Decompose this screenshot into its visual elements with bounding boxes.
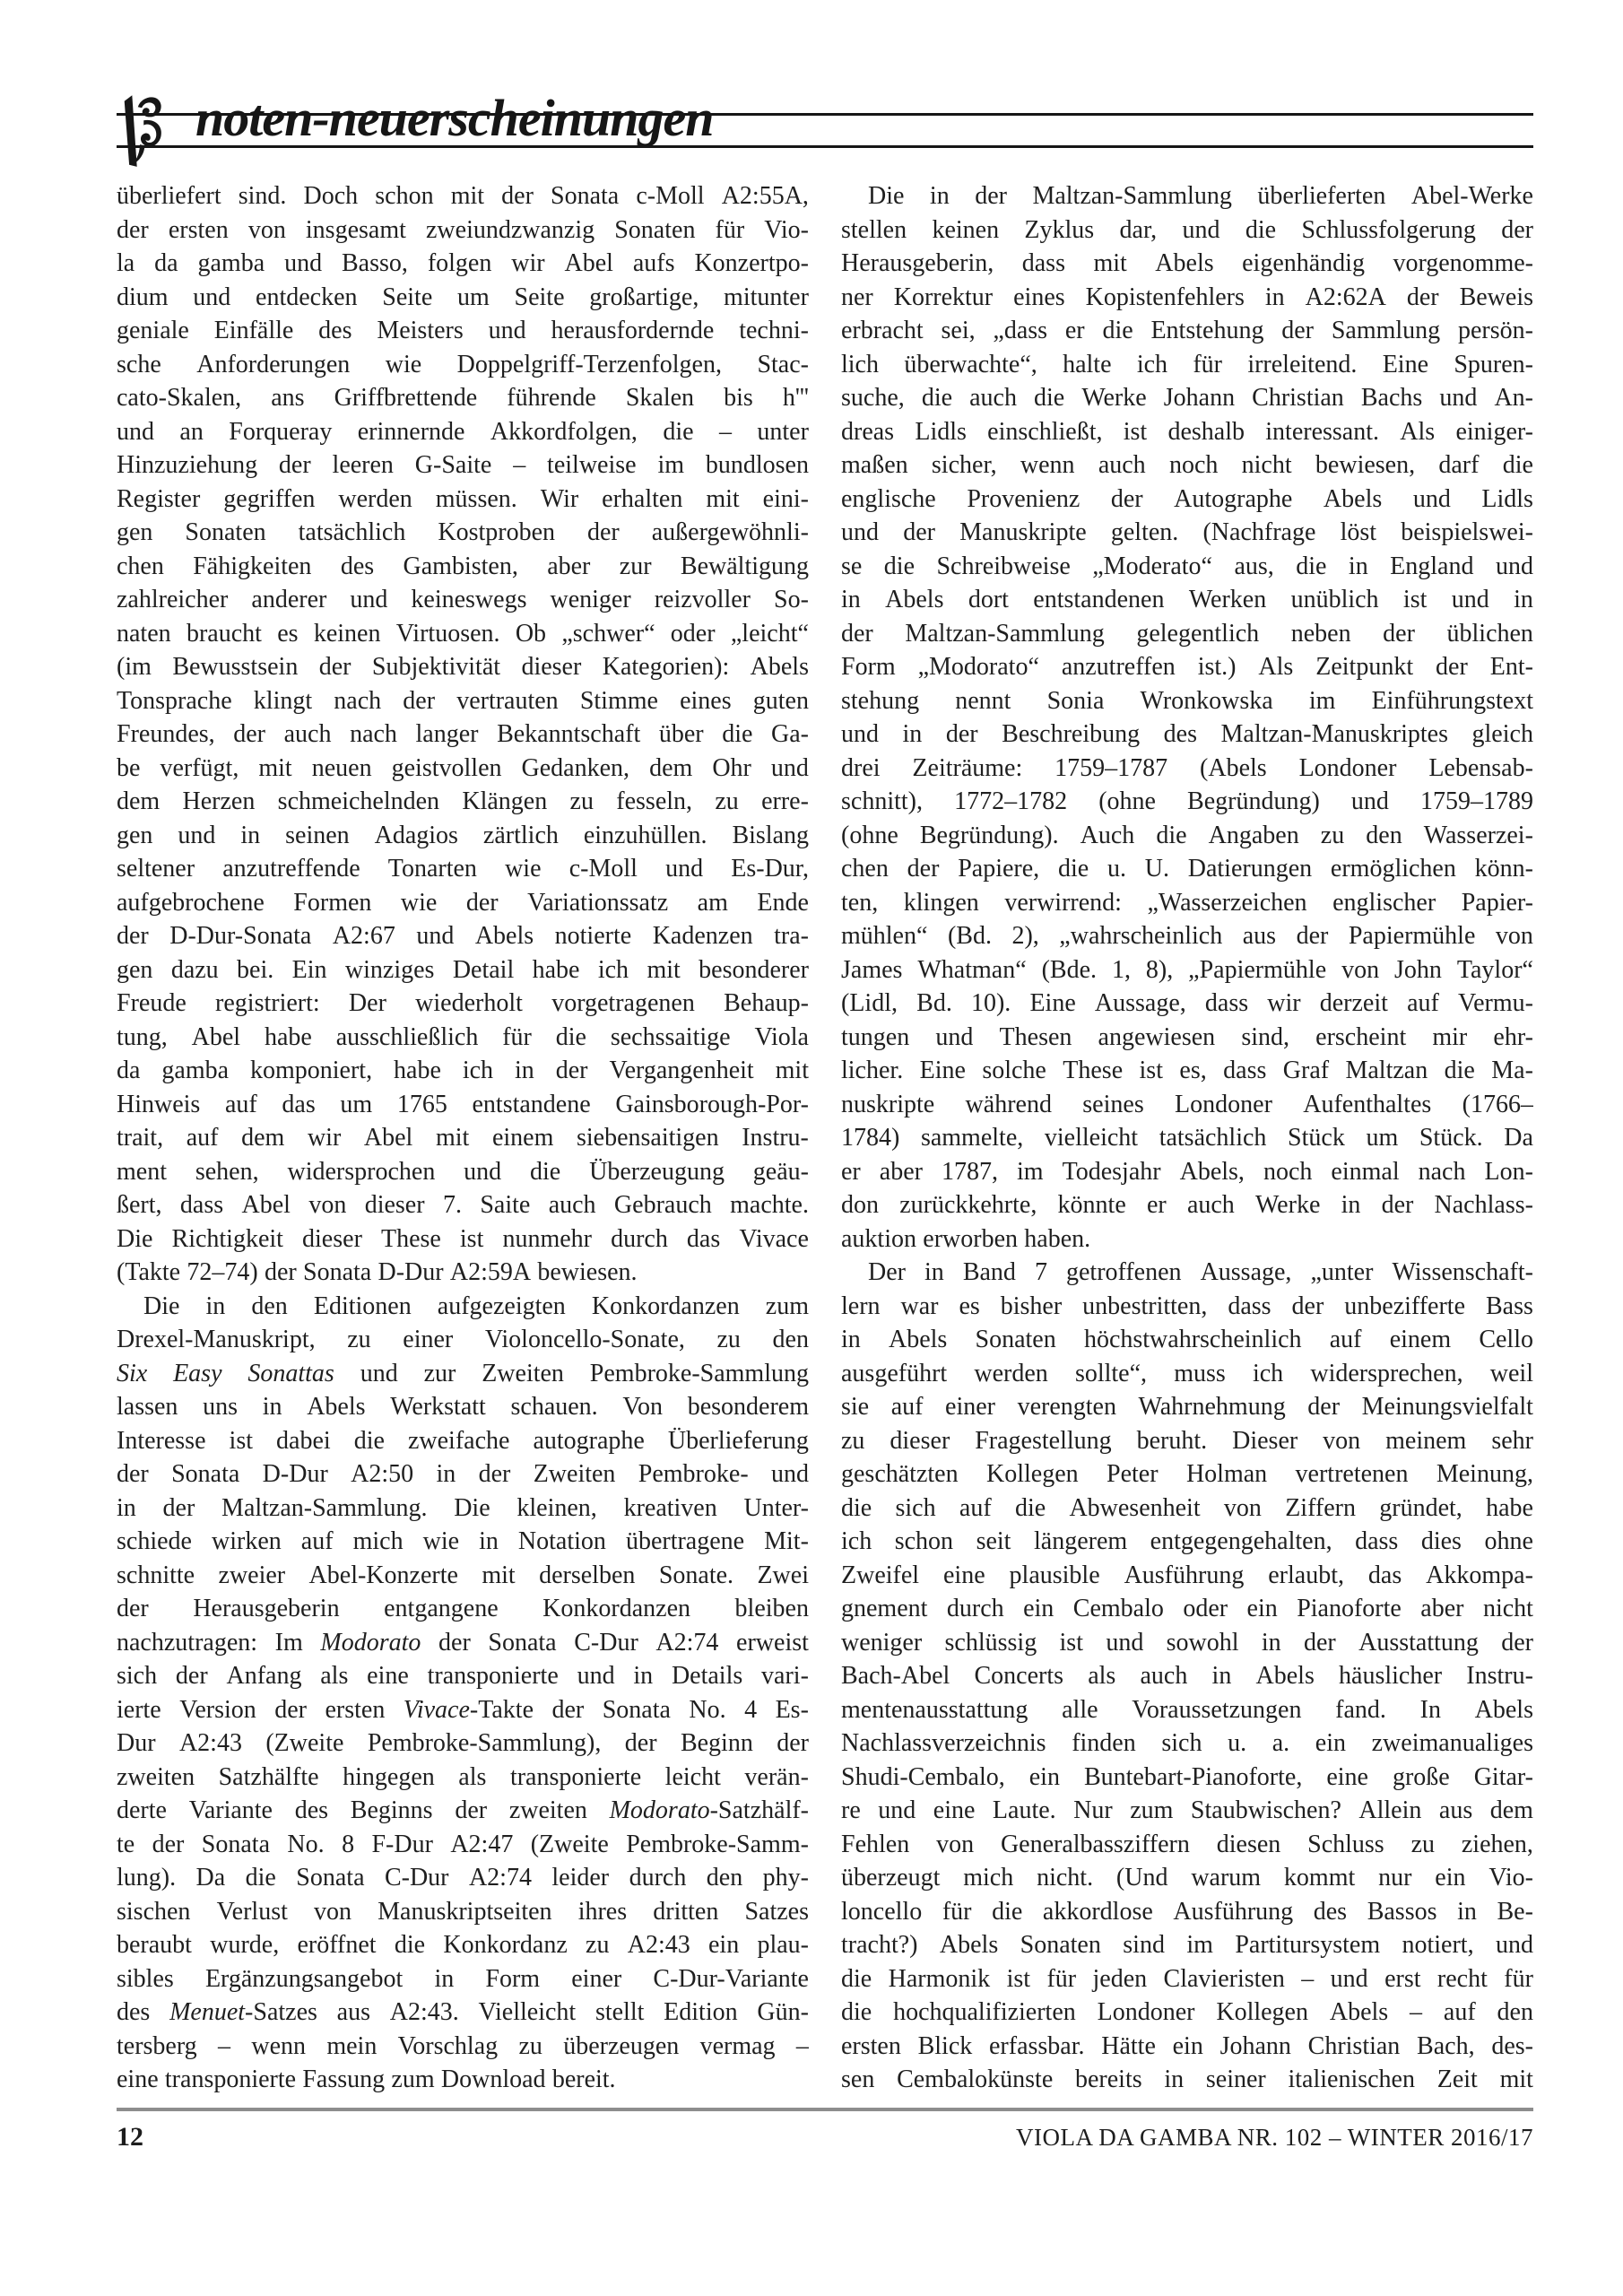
text-line: in Abels Sonaten höchstwahrscheinlich auf einem Cello [841,1326,1533,1353]
text-line: ersten Blick erfassbar. Hätte ein Johann Christian Bach, des- [841,2031,1533,2060]
text-line: tersberg – wenn mein Vorschlag zu überzeugen vermag – [117,2031,809,2060]
text-line: be verfügt, mit neuen geistvollen Gedanken, dem Ohr und [117,753,809,782]
text-line: drei Zeiträume: 1759–1787 (Abels Londoner Lebensab- [841,753,1533,782]
text-line: überliefert sind. Doch schon mit der Sonata c-Moll A2:55A, [117,182,809,210]
text-line: eine transponierte Fassung zum Download bereit. [117,2066,616,2093]
text-line: don zurückkehrte, könnte er auch Werke in der Nachlass- [841,1191,1533,1219]
text-column-right [841,179,1533,2097]
text-line: Fehlen von Generalbassziffern diesen Schluss zu ziehen, [841,1830,1533,1858]
text-line: auktion erworben haben. [841,1224,1091,1253]
text-line: chen Fähigkeiten des Gambisten, aber zur Bewältigung [117,552,809,580]
text-column-left [117,179,809,2097]
text-line: lich überwachte“, halte ich für irreleitend. Eine Spuren- [841,350,1533,378]
text-line: sibles Ergänzungsangebot in Form einer C-Dur-Variante [117,1964,809,1993]
text-line: stellen keinen Zyklus dar, und die Schlussfolgerung der [841,215,1533,244]
text-line: (im Bewusstsein der Subjektivität dieser Kategorien): Abels [117,653,809,681]
text-line: mühlen“ (Bd. 2), „wahrscheinlich aus der Papiermühle von [841,922,1533,950]
text-line: gnement durch ein Cembalo oder ein Pianoforte aber nicht [841,1595,1533,1622]
text-line: in der Maltzan-Sammlung. Die kleinen, kreativen Unter- [117,1493,809,1522]
text-line: und der Manuskripte gelten. (Nachfrage löst beispielswei- [841,518,1533,546]
footer [117,2122,1533,2152]
text-line: ich schon seit längerem entgegengehalten, dass dies ohne [841,1527,1533,1555]
text-line: der ersten von insgesamt zweiundzwanzig Sonaten für Vio- [117,215,809,244]
text-line: schnitte zweier Abel-Konzerte mit derselben Sonate. Zwei [117,1561,809,1589]
text-line: weniger schlüssig ist und sowohl in der Ausstattung der [841,1628,1533,1657]
text-line: ner Korrektur eines Kopistenfehlers in A2:62A der Beweis [841,283,1533,311]
text-line: te der Sonata No. 8 F-Dur A2:47 (Zweite Pembroke-Samm- [117,1830,809,1858]
text-line: gen Sonaten tatsächlich Kostproben der außergewöhnli- [117,518,809,546]
text-line: die Harmonik ist für jeden Clavieristen – und erst recht für [841,1964,1533,1993]
text-line: nachzutragen: Im Modorato der Sonata C-Dur A2:74 erweist [117,1628,809,1657]
text-line: Freude registriert: Der wiederholt vorgetragenen Behaup- [117,989,809,1017]
text-line: die sich auf die Abwesenheit von Ziffern gründet, habe [841,1493,1533,1522]
text-line: tungen und Thesen angewiesen sind, erscheint mir ehr- [841,1022,1533,1051]
journal-issue-line: VIOLA DA GAMBA NR. 102 – WINTER 2016/17 [1015,2124,1533,2151]
text-line: ment sehen, widersprochen und die Überzeugung geäu- [117,1157,809,1186]
text-line: die hochqualifizierten Londoner Kollegen Abels – auf den [841,1998,1533,2026]
text-line: in Abels dort entstandenen Werken unüblich ist und in [841,586,1533,613]
text-line: la da gamba und Basso, folgen wir Abel aufs Konzertpo- [117,249,809,277]
text-line: se die Schreibweise „Moderato“ aus, die in England und [841,552,1533,580]
text-line: da gamba komponiert, habe ich in der Vergangenheit mit [117,1057,809,1084]
text-line: nuskripte während seines Londoner Aufenthaltes (1766– [841,1090,1533,1118]
text-line: dem Herzen schmeichelnden Klängen zu fesseln, zu erre- [117,787,809,815]
masthead [117,89,1533,160]
text-line: Herausgeberin, dass mit Abels eigenhändig vorgenomme- [841,249,1533,277]
text-line: Freundes, der auch nach langer Bekanntschaft über die Ga- [117,720,809,748]
text-line: und in der Beschreibung des Maltzan-Manuskriptes gleich [841,720,1533,748]
text-line: und an Forqueray erinnernde Akkordfolgen, die – unter [117,417,809,446]
text-line: mentenausstattung alle Voraussetzungen fand. In Abels [841,1695,1533,1724]
c-clef-ornament-icon [111,91,170,169]
text-line: chen der Papiere, die u. U. Datierungen ermöglichen könn- [841,855,1533,883]
text-line: Register gegriffen werden müssen. Wir erhalten mit eini- [117,484,809,513]
text-line: sie auf einer verengten Wahrnehmung der Meinungsvielfalt [841,1393,1533,1421]
text-line: trait, auf dem wir Abel mit einem siebensaitigen Instru- [117,1124,809,1152]
text-line: sich der Anfang als eine transponierte und in Details vari- [117,1662,809,1690]
text-line: Die in der Maltzan-Sammlung überlieferten Abel-Werke [868,182,1533,210]
text-line: sche Anforderungen wie Doppelgriff-Terzenfolgen, Stac- [117,350,809,378]
text-line: schiede wirken auf mich wie in Notation übertragene Mit- [117,1527,809,1555]
text-line: James Whatman“ (Bde. 1, 8), „Papiermühle von John Taylor“ [841,955,1533,984]
text-line: maßen sicher, wenn auch noch nicht bewiesen, darf die [841,451,1533,479]
text-line: aufgebrochene Formen wie der Variationssatz am Ende [117,888,809,917]
text-line: Interesse ist dabei die zweifache autographe Überlieferung [117,1426,809,1455]
text-line: ßert, dass Abel von dieser 7. Saite auch Gebrauch machte. [117,1191,809,1219]
text-line: licher. Eine solche These ist es, dass Graf Maltzan die Ma- [841,1057,1533,1084]
text-line: beraubt wurde, eröffnet die Konkordanz zu A2:43 ein plau- [117,1931,809,1959]
text-line: Six Easy Sonattas und zur Zweiten Pembroke-Sammlung [117,1359,809,1387]
text-line: Der in Band 7 getroffenen Aussage, „unter Wissenschaft- [868,1258,1533,1286]
text-line: Tonsprache klingt nach der vertrauten Stimme eines guten [117,686,809,715]
text-line: Nachlassverzeichnis finden sich u. a. ein zweimanualiges [841,1729,1533,1757]
text-line: dreas Lidls einschließt, ist deshalb interessant. Als einiger- [841,417,1533,446]
text-line: erbracht sei, „dass er die Entstehung der Sammlung persön- [841,317,1533,344]
text-line: (Lidl, Bd. 10). Eine Aussage, dass wir derzeit auf Vermu- [841,989,1533,1017]
masthead-title: noten-neuerscheinungen [195,89,714,147]
text-line: ausgeführt werden sollte“, muss ich widersprechen, weil [841,1359,1533,1387]
text-line: lern war es bisher unbestritten, dass der unbezifferte Bass [841,1292,1533,1320]
text-line: überzeugt mich nicht. (Und warum kommt nur ein Vio- [841,1864,1533,1892]
text-line: zahlreicher anderer und keineswegs weniger reizvoller So- [117,586,809,613]
text-line: (Takte 72–74) der Sonata D-Dur A2:59A bewiesen. [117,1258,638,1286]
text-line: ierte Version der ersten Vivace-Takte der Sonata No. 4 Es- [117,1695,809,1724]
text-line: gen dazu bei. Ein winziges Detail habe ich mit besonderer [117,955,809,984]
text-line: zweiten Satzhälfte hingegen als transponierte leicht verän- [117,1762,809,1791]
text-line: gen und in seinen Adagios zärtlich einzuhüllen. Bislang [117,821,809,849]
text-line: geschätzten Kollegen Peter Holman vertretenen Meinung, [841,1460,1533,1488]
text-line: Dur A2:43 (Zweite Pembroke-Sammlung), der Beginn der [117,1729,809,1757]
text-line: Form „Modorato“ anzutreffen ist.) Als Zeitpunkt der Ent- [841,653,1533,681]
text-line: Bach-Abel Concerts als auch in Abels häuslicher Instru- [841,1662,1533,1690]
text-line: (ohne Begründung). Auch die Angaben zu den Wasserzei- [841,821,1533,849]
footer-rule [117,2108,1533,2111]
text-line: der Maltzan-Sammlung gelegentlich neben der üblichen [841,619,1533,648]
text-line: dium und entdecken Seite um Seite großartige, mitunter [117,283,809,311]
text-line: tung, Abel habe ausschließlich für die sechssaitige Viola [117,1022,809,1051]
text-line: re und eine Laute. Nur zum Staubwischen? Allein aus dem [841,1796,1533,1824]
text-line: Die Richtigkeit dieser These ist nunmehr durch das Vivace [117,1224,809,1253]
text-line: suche, die auch die Werke Johann Christian Bachs und An- [841,384,1533,412]
text-line: Zweifel eine plausible Ausführung erlaubt, das Akkompa- [841,1561,1533,1589]
text-line: Shudi-Cembalo, ein Buntebart-Pianoforte, eine große Gitar- [841,1762,1533,1791]
text-line: tracht?) Abels Sonaten sind im Partitursystem notiert, und [841,1931,1533,1959]
text-line: Hinweis auf das um 1765 entstandene Gainsborough-Por- [117,1090,809,1118]
text-line: Die in den Editionen aufgezeigten Konkordanzen zum [143,1292,809,1320]
text-line: lassen uns in Abels Werkstatt schauen. Von besonderem [117,1393,809,1421]
page-number: 12 [117,2122,143,2152]
text-line: lung). Da die Sonata C-Dur A2:74 leider durch den phy- [117,1864,809,1892]
text-line: zu dieser Fragestellung beruht. Dieser von meinem sehr [841,1426,1533,1455]
text-line: der Sonata D-Dur A2:50 in der Zweiten Pembroke- und [117,1460,809,1488]
text-line: geniale Einfälle des Meisters und herausfordernde techni- [117,317,809,344]
text-line: cato-Skalen, ans Griffbrettende führende Skalen bis h''' [117,384,809,412]
text-line: naten braucht es keinen Virtuosen. Ob „schwer“ oder „leicht“ [117,619,809,648]
text-line: Drexel-Manuskript, zu einer Violoncello-Sonate, zu den [117,1326,809,1353]
text-line: ten, klingen verwirrend: „Wasserzeichen englischer Papier- [841,888,1533,917]
text-line: schnitt), 1772–1782 (ohne Begründung) und 1759–1789 [841,787,1533,815]
text-line: sischen Verlust von Manuskriptseiten ihres dritten Satzes [117,1897,809,1926]
text-line: der Herausgeberin entgangene Konkordanzen bleiben [117,1595,809,1622]
text-line: er aber 1787, im Todesjahr Abels, noch einmal nach Lon- [841,1157,1533,1186]
text-line: loncello für die akkordlose Ausführung des Bassos in Be- [841,1897,1533,1926]
text-line: englische Provenienz der Autographe Abels und Lidls [841,484,1533,513]
text-line: 1784) sammelte, vielleicht tatsächlich Stück um Stück. Da [841,1124,1533,1152]
text-line: seltener anzutreffende Tonarten wie c-Moll und Es-Dur, [117,855,809,883]
text-line: stehung nennt Sonia Wronkowska im Einführungstext [841,686,1533,715]
text-line: der D-Dur-Sonata A2:67 und Abels notierte Kadenzen tra- [117,922,809,950]
text-line: sen Cembalokünste bereits in seiner italienischen Zeit mit [841,2066,1533,2093]
text-line: Hinzuziehung der leeren G-Saite – teilweise im bundlosen [117,451,809,479]
text-line: des Menuet-Satzes aus A2:43. Vielleicht stellt Edition Gün- [117,1998,809,2026]
text-line: derte Variante des Beginns der zweiten Modorato-Satzhälf- [117,1796,809,1824]
